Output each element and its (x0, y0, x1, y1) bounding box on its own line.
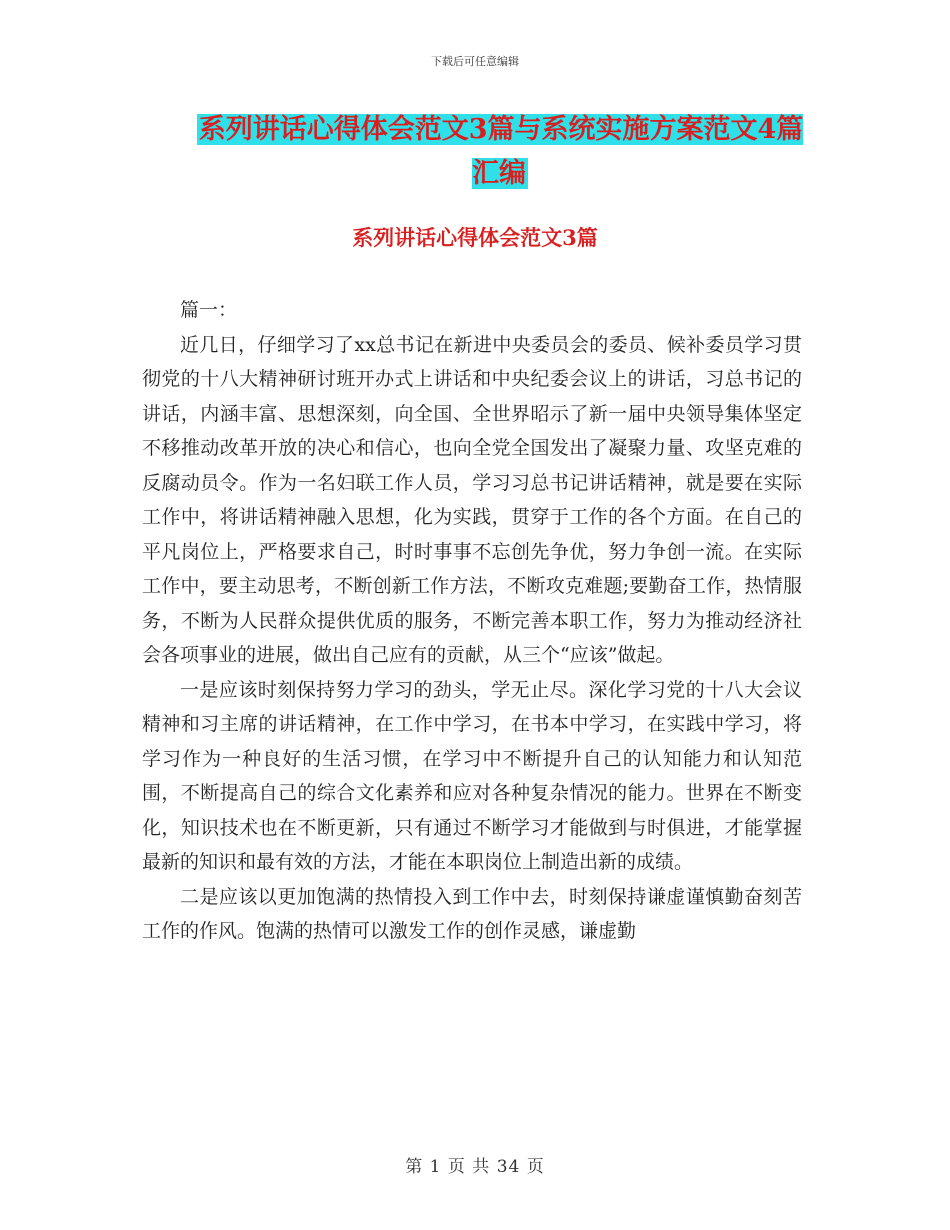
document-body (142, 293, 802, 949)
header-note: 下载后可任意编辑 (431, 55, 519, 68)
paragraph: 一是应该时刻保持努力学习的劲头，学无止尽。深化学习党的十八大会议精神和习主席的讲话精神，在工作中学习，在书本中学习，在实践中学习，将学习作为一种良好的生活习惯，在学习中不断提升自己的认知能力和认知范围，不断提高自己的综合文化素养和应对各种复杂情况的能力。世界在不断变化，知识技术也在不断更新，只有通过不断学习才能做到与时俱进，才能掌握最新的知识和最有效的方法，才能在本职岗位上制造出新的成绩。 (142, 678, 802, 873)
document-title (190, 108, 810, 196)
document-subtitle: 系列讲话心得体会范文3篇 (352, 225, 598, 250)
page-number: 第 1 页 共 34 页 (405, 1157, 545, 1177)
paragraph: 近几日，仔细学习了xx总书记在新进中央委员会的委员、候补委员学习贯彻党的十八大精神研讨班开办式上讲话和中央纪委会议上的讲话，习总书记的讲话，内涵丰富、思想深刻，向全国、全世界昭示了新一届中央领导集体坚定不移推动改革开放的决心和信心，也向全党全国发出了凝聚力量、攻坚克难的反腐动员令。作为一名妇联工作人员，学习习总书记讲话精神，就是要在实际工作中，将讲话精神融入思想，化为实践，贯穿于工作的各个方面。在自己的平凡岗位上，严格要求自己，时时事事不忘创先争优，努力争创一流。在实际工作中，要主动思考，不断创新工作方法，不断攻克难题;要勤奋工作，热情服务，不断为人民群众提供优质的服务，不断完善本职工作，努力为推动经济社会各项事业的进展，做出自己应有的贡献，从三个“应该”做起。 (142, 333, 802, 666)
document-title-text: 系列讲话心得体会范文3篇与系统实施方案范文4篇汇编 (198, 114, 804, 189)
paragraph: 二是应该以更加饱满的热情投入到工作中去，时刻保持谦虚谨慎勤奋刻苦工作的作风。饱满的热情可以激发工作的创作灵感，谦虚勤 (142, 885, 802, 942)
paragraph-heading: 篇一： (180, 299, 238, 321)
